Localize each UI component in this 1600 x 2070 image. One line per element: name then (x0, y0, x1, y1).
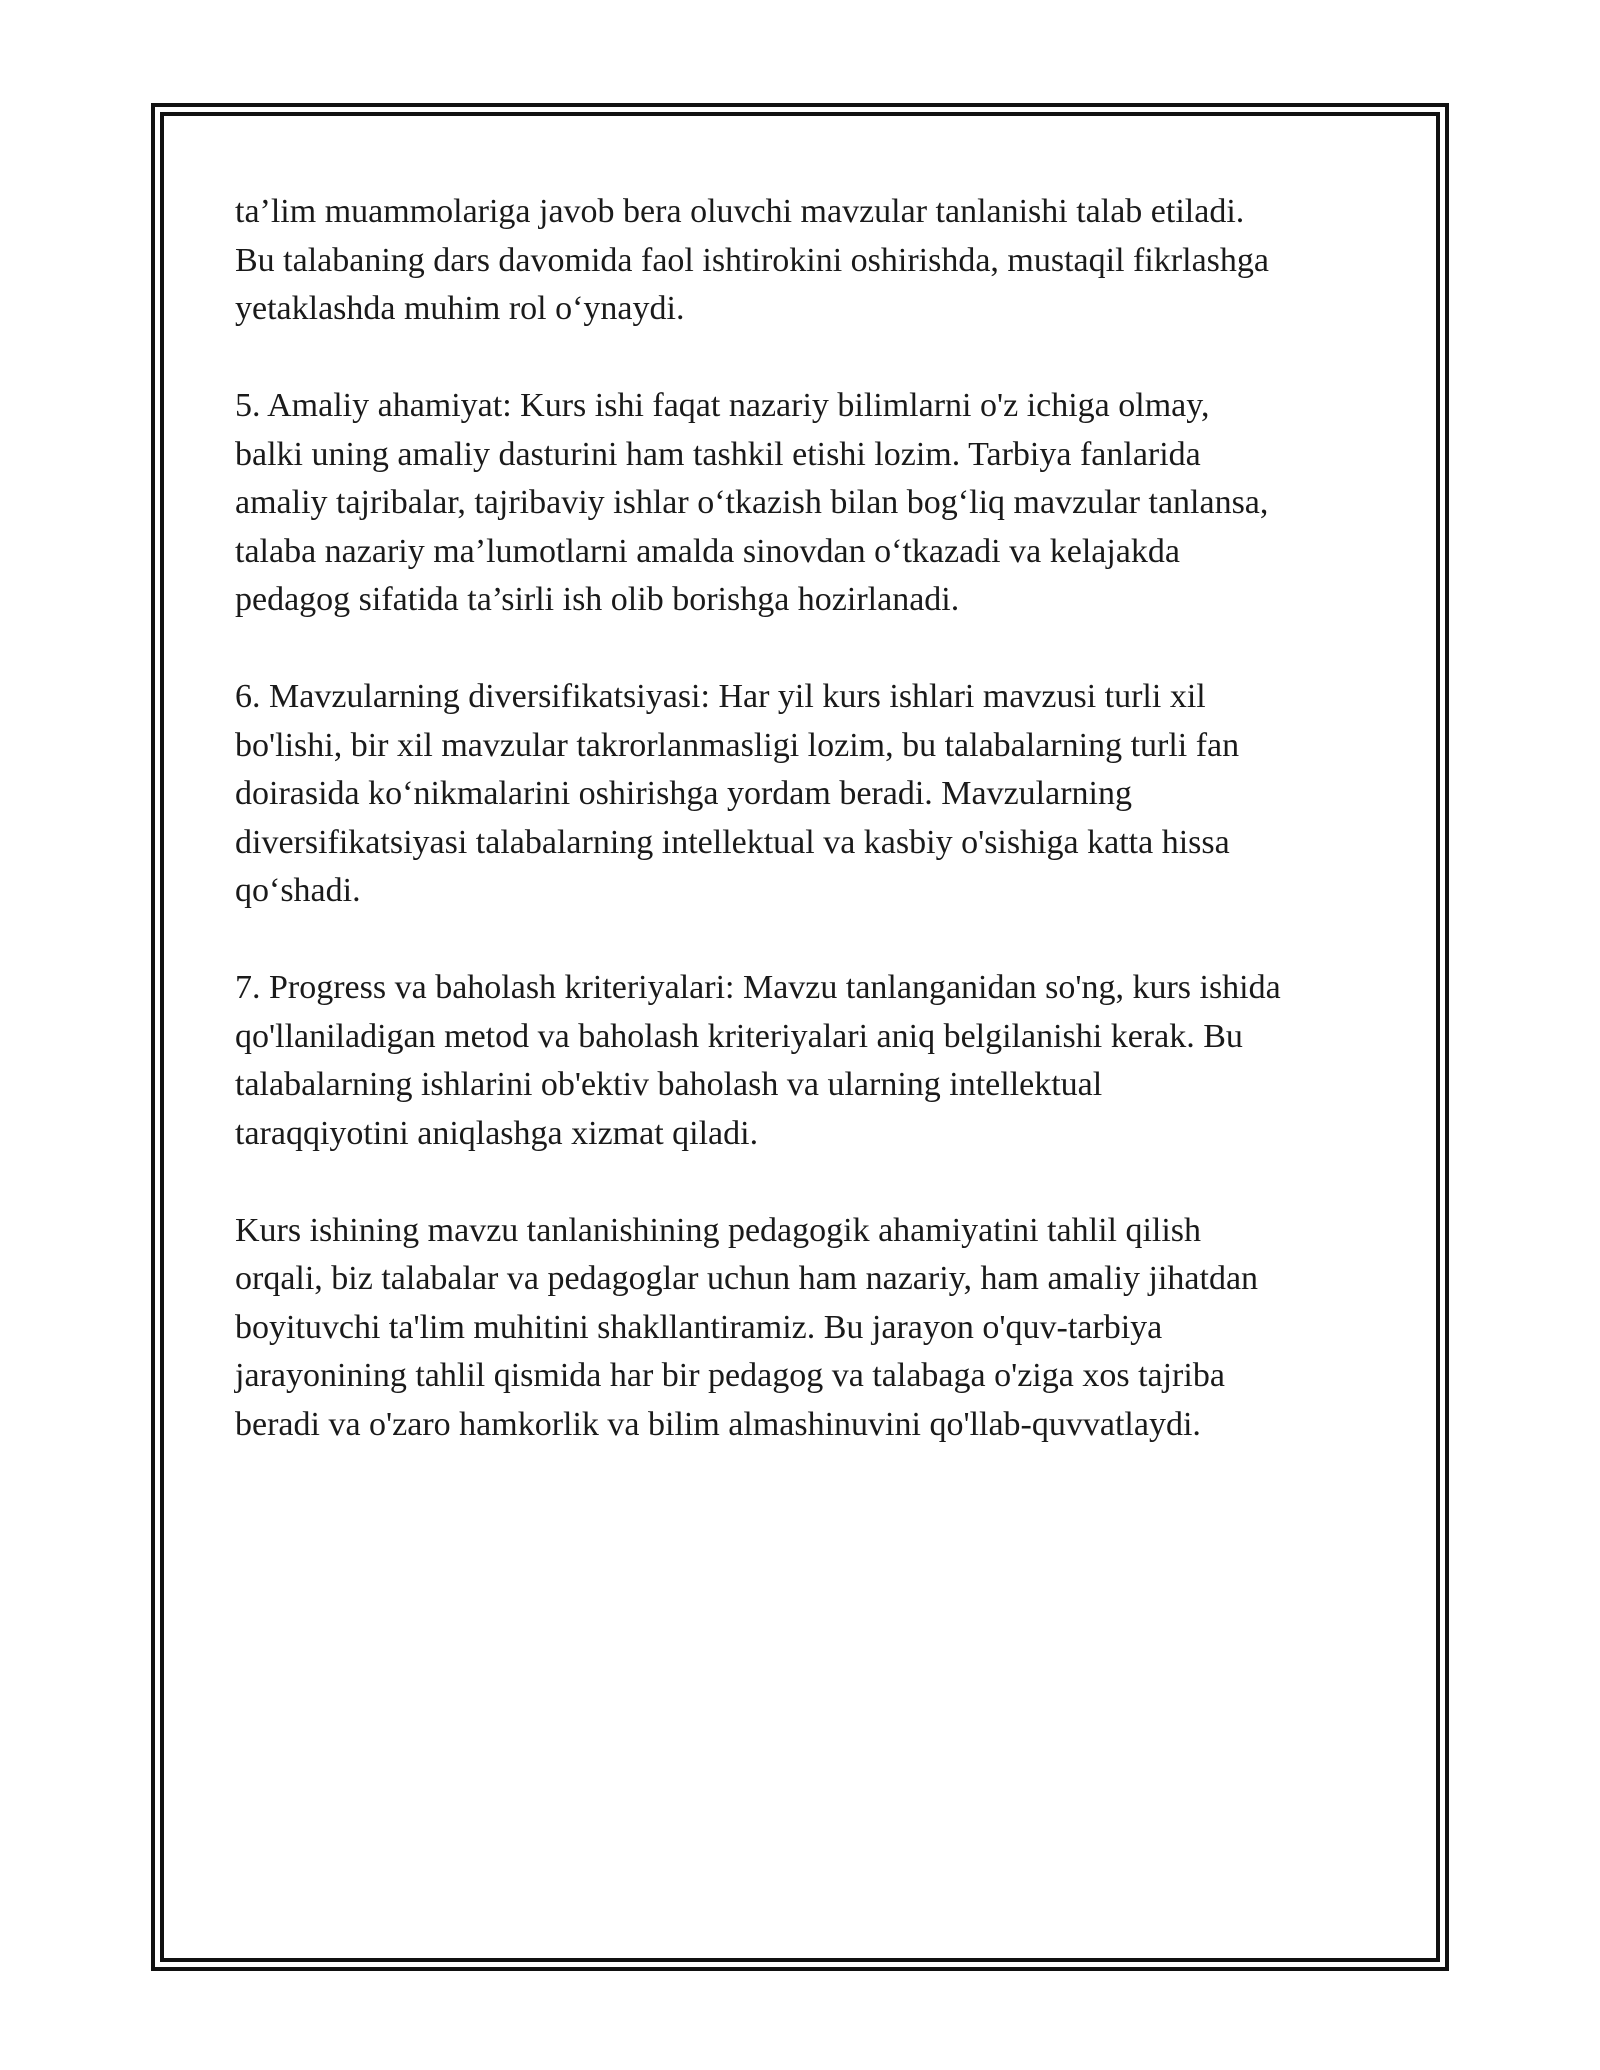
paragraph-amaliy-ahamiyat (235, 382, 1375, 625)
text-line: beradi va o'zaro hamkorlik va bilim almashinuvini qo'llab-quvvatlaydi. (235, 1405, 1201, 1443)
text-line: bo'lishi, bir xil mavzular takrorlanmasligi lozim, bu talabalarning turli fan (235, 726, 1240, 764)
paragraph-intro-continuation (235, 188, 1375, 334)
text-line: doirasida ko‘nikmalarini oshirishga yordam beradi. Mavzularning (235, 775, 1132, 812)
text-line: 7. Progress va baholash kriteriyalari: Mavzu tanlanganidan so'ng, kurs ishida (235, 969, 1281, 1006)
text-line: pedagog sifatida ta’sirli ish olib borishga hozirlanadi. (235, 581, 960, 618)
text-line: yetaklashda muhim rol o‘ynaydi. (235, 290, 685, 327)
text-line: Kurs ishining mavzu tanlanishining pedagogik ahamiyatini tahlil qilish (235, 1211, 1202, 1249)
text-line: talabalarning ishlarini ob'ektiv baholash va ularning intellektual (235, 1066, 1103, 1103)
document-body (235, 188, 1375, 1498)
text-line: diversifikatsiyasi talabalarning intellektual va kasbiy o'sishiga katta hissa (235, 823, 1230, 861)
text-line: Bu talabaning dars davomida faol ishtirokini oshirishda, mustaqil fikrlashga (235, 241, 1269, 279)
text-line: boyituvchi ta'lim muhitini shakllantiramiz. Bu jarayon o'quv-tarbiya (235, 1308, 1163, 1346)
text-line: balki uning amaliy dasturini ham tashkil etishi lozim. Tarbiya fanlarida (235, 435, 1201, 473)
text-line: taraqqiyotini aniqlashga xizmat qiladi. (235, 1114, 759, 1152)
paragraph-conclusion (235, 1207, 1375, 1450)
text-line: qo'llaniladigan metod va baholash kriteriyalari aniq belgilanishi kerak. Bu (235, 1017, 1243, 1055)
paragraph-progress-baholash (235, 964, 1375, 1158)
text-line: qo‘shadi. (235, 872, 361, 909)
text-line: 6. Mavzularning diversifikatsiyasi: Har yil kurs ishlari mavzusi turli xil (235, 678, 1206, 715)
text-line: jarayonining tahlil qismida har bir pedagog va talabaga o'ziga xos tajriba (235, 1357, 1225, 1394)
text-line: orqali, biz talabalar va pedagoglar uchun ham nazariy, ham amaliy jihatdan (235, 1260, 1259, 1297)
text-line: 5. Amaliy ahamiyat: Kurs ishi faqat nazariy bilimlarni o'z ichiga olmay, (235, 387, 1210, 424)
text-line: talaba nazariy ma’lumotlarni amalda sinovdan o‘tkazadi va kelajakda (235, 532, 1180, 570)
text-line: amaliy tajribalar, tajribaviy ishlar o‘tkazish bilan bog‘liq mavzular tanlansa, (235, 484, 1269, 521)
text-line: ta’lim muammolariga javob bera oluvchi mavzular tanlanishi talab etiladi. (235, 193, 1245, 230)
paragraph-diversifikatsiya (235, 673, 1375, 916)
